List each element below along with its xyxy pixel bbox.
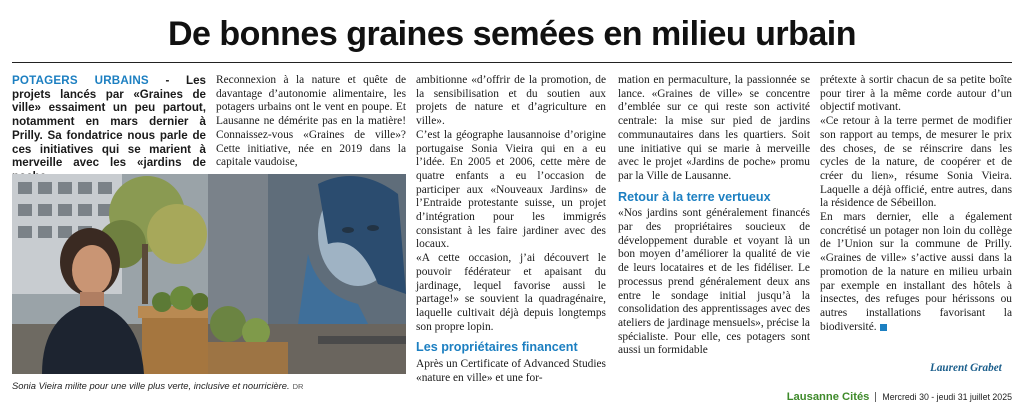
paragraph: C’est la géographe lausannoise d’origine portugaise Sonia Vieira qui en a eu l’idée. En 2005 et 2006, cette mère de quatre enfants a eu l’occasion de participer aux «Nouveaux Jardins» de l’Entraide protestante suisse, un projet d’intégration pour les immigrés consistant à les faire jardiner avec des locaux. — [416, 128, 606, 251]
page-footer — [596, 390, 1012, 404]
footer-divider — [875, 392, 876, 402]
headline-rule — [12, 62, 1012, 63]
subheading: Les propriétaires financent — [416, 340, 578, 355]
photo-caption — [12, 380, 412, 391]
paragraph: ambitionne «d’offrir de la promotion, de la sensibilisation et du soutien aux projets de nature et d’agriculture en ville». — [416, 74, 606, 128]
column-3 — [416, 74, 606, 385]
paragraph: Après un Certificate of Advanced Studies «nature en ville» et une for- — [416, 358, 606, 384]
author-byline: Laurent Grabet — [930, 362, 1002, 374]
paragraph: Reconnexion à la nature et quête de davantage d’autonomie alimentaire, les potagers urbains ont le vent en poupe. Et Lausanne ne démérite pas en la matière! Connaissez-vous «Graines de ville»? Cette initiative, née en 2019 dans la capitale vaudoise, — [216, 74, 406, 169]
end-mark-icon — [880, 324, 887, 331]
lead-paragraph — [12, 74, 206, 184]
publication-name: Lausanne Cités — [786, 391, 870, 403]
column-5 — [820, 74, 1012, 334]
paragraph: «Ce retour à la terre permet de modifier son rapport au temps, de mesurer le prix des choses, de se réinscrire dans les cycles de la nature, de coopérer et de créer du lien», résume Sonia Vieira. Laquelle a déjà officié, entre autres, dans la résidence de Sébeillon. — [820, 115, 1012, 210]
column-4 — [618, 74, 810, 358]
subheading: Retour à la terre vertueux — [618, 189, 771, 204]
paragraph: mation en permaculture, la passionnée se lance. «Graines de ville» se concentre d’emblée sur ce qui reste son activité centrale: la mise sur pied de jardins communautaires dans les quartiers. Soit une initiative qui se marie à merveille avec le projet «Jardins de poche» promu par la Ville de Lausanne. — [618, 74, 810, 182]
paragraph: «Nos jardins sont généralement financés par des propriétaires soucieux de développement durable et voyant là un bon moyen d’améliorer la qualité de vie de leurs locataires et de les fidéliser. Le processus prend généralement deux ans entre le sondage initial jusqu’à la consolidation des apprentissages avec des ateliers de jardinage mensuels», précise la spécialiste. Pour elle, ces potagers sont aussi un formidable — [618, 207, 810, 357]
lead-text: Les projets lancés par «Graines de ville» essaiment un peu partout, notamment en mars dernier à Prilly. Sa fondatrice nous parle de ces initiatives qui se marient à merveille avec les «jardins de — [12, 74, 206, 170]
article-photo — [12, 174, 208, 374]
paragraph: «A cette occasion, j’ai découvert le pouvoir fédérateur et apaisant du jardinage, lequel favorise aussi le partage!» se souvient la quadragénaire, laquelle cultivait déjà depuis longtemps son propre lopin. — [416, 252, 606, 333]
issue-date: Mercredi 30 - jeudi 31 juillet 2025 — [882, 392, 1012, 402]
caption-text: Sonia Vieira milite pour une ville plus verte, inclusive et nourricière. — [12, 380, 290, 391]
headline: De bonnes graines semées en milieu urbain — [167, 15, 857, 53]
paragraph — [820, 211, 1012, 334]
rubric-separator: - — [148, 74, 186, 87]
paragraph-text: En mars dernier, elle a également concrétisé un potager non loin du collège de l’Union sur la commune de Prilly. «Graines de ville» s’active aussi dans la promotion de la nature en milieu urbain par exemple en installant des hôtels à insectes, des refuges pour hérissons ou autres installations favorisant la biodiversité. — [820, 211, 1012, 333]
article-photo-mural — [208, 174, 406, 374]
paragraph: prétexte à sortir chacun de sa petite boîte pour tirer à la même corde autour d’un objectif motivant. — [820, 74, 1012, 114]
column-2 — [216, 74, 406, 170]
rubric: POTAGERS URBAINS — [12, 74, 149, 87]
photo-credit: DR — [292, 382, 304, 391]
